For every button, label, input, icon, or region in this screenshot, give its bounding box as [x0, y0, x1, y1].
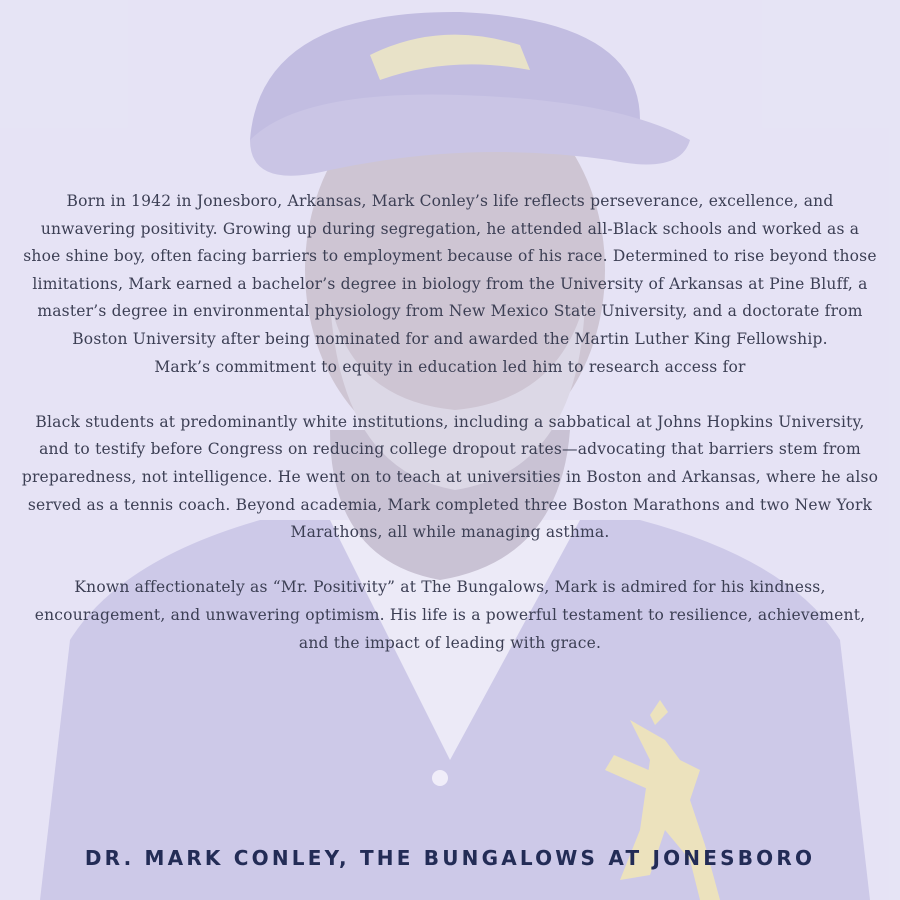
bio-paragraph-3: Black students at predominantly white institutions, including a sabbatical at Johns Hopkins University, and to testify before Congress on reducing college dropout rates—advocating that barriers stem from preparedness, not intelligence. He went on to teach at universities in Boston and Arkansas, where he also served as a tennis coach. Beyond academia, Mark completed three Boston Marathons and two New York Marathons, all while managing asthma. [21, 412, 879, 542]
bio-paragraph-4: Known affectionately as “Mr. Positivity” at The Bungalows, Mark is admired for his kindness, encouragement, and unwavering optimism. His life is a powerful testament to resilience, achievement, and the impact of leading with grace. [34, 578, 866, 652]
biography-text [20, 188, 880, 657]
bio-paragraph-2: Mark’s commitment to equity in education led him to research access for [154, 357, 746, 376]
bio-paragraph-1: Born in 1942 in Jonesboro, Arkansas, Mark Conley’s life reflects perseverance, excellence, and unwavering positivity. Growing up during segregation, he attended all-Black schools and worked as a shoe shine boy, often facing barriers to employment because of his race. Determined to rise beyond those limitations, Mark earned a bachelor’s degree in biology from the University of Arkansas at Pine Bluff, a master’s degree in environmental physiology from New Mexico State University, and a doctorate from Boston University after being nominated for and awarded the Martin Luther King Fellowship. [23, 192, 877, 348]
name-caption: DR. MARK CONLEY, THE BUNGALOWS AT JONESBORO [84, 846, 816, 870]
